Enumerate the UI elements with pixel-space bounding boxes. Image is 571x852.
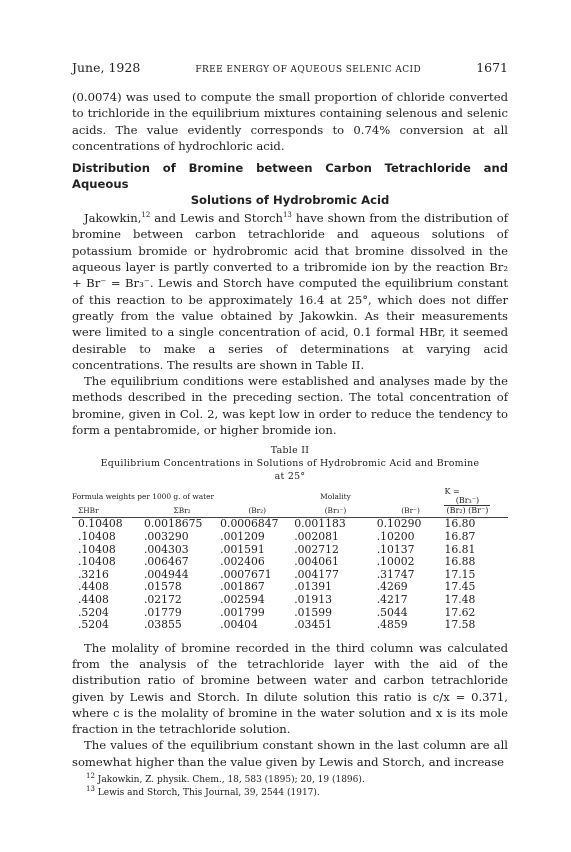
table-cell: .01391 [294, 580, 332, 594]
table-cell: .002406 [220, 555, 265, 569]
table-cell: 17.48 [444, 592, 476, 606]
paragraph-continuation: (0.0074) was used to compute the small proportion of chloride converted to trichloride in the equilibrium mixtures containing selenous and selenic acids. The value evidently corresponds to 0.74% conversion at all concentrations of hydrochloric acid. [72, 90, 508, 153]
table-cell: .004061 [294, 555, 339, 569]
para2-b: and Lewis and Storch [150, 211, 283, 226]
footnote-ref-12: 12 [141, 211, 151, 220]
table-cell: .01779 [143, 605, 182, 619]
table-cell: .004944 [143, 567, 189, 581]
table-cell: .10408 [78, 529, 116, 543]
header-molality: Molality [320, 492, 351, 502]
footnote-ref-13: 13 [282, 211, 292, 220]
footnotes [72, 774, 508, 799]
header-k-fraction [444, 496, 490, 515]
table-cell: 17.15 [444, 567, 476, 581]
footnote-12: $^{12}$ Jakowkin, Z. physik. Chem., 18, 583 (1895); 20, 19 (1896). [86, 772, 365, 786]
table-label: Table II [270, 445, 310, 457]
table-cell: .31747 [376, 567, 415, 581]
table-cell: .03855 [143, 618, 182, 632]
table-cell: 16.80 [444, 517, 476, 531]
table-row [72, 518, 508, 531]
table-cell: 17.62 [444, 605, 476, 619]
table-cell: 0.0018675 [143, 517, 203, 531]
table-cell: .001799 [220, 605, 265, 619]
para2-a: Jakowkin, [84, 211, 142, 226]
page-number: 1671 [476, 60, 508, 75]
table-cell: 17.58 [444, 618, 476, 632]
header-k [444, 487, 508, 515]
header-k-num: (Br₃⁻) [444, 496, 490, 506]
header-col4: (Br₃⁻) [324, 506, 347, 516]
table-cell: .002594 [220, 592, 265, 606]
table-cell: .002081 [294, 529, 339, 543]
header-k-den: (Br₂) (Br⁻) [446, 506, 489, 516]
table-cell: .02172 [143, 592, 182, 606]
table-cell: 0.001183 [294, 517, 346, 531]
table-cell: .4859 [376, 618, 408, 632]
table-row [72, 581, 508, 594]
table-title-line2: at 25° [274, 471, 306, 483]
table-cell: .4217 [376, 592, 408, 606]
table-cell: .10408 [78, 542, 116, 556]
table-cell: 0.0006847 [220, 517, 279, 531]
header-date: June, 1928 [72, 60, 141, 75]
table-cell: .03451 [294, 618, 332, 632]
table-cell: .5204 [78, 618, 109, 632]
table-cell: .001209 [220, 529, 265, 543]
table-cell: .01578 [143, 580, 182, 594]
table-cell: .01599 [294, 605, 332, 619]
footnote-13: $^{13}$ Lewis and Storch, This Journal, 39, 2544 (1917). [86, 784, 320, 798]
table-row [72, 531, 508, 544]
table-cell: .004303 [143, 542, 189, 556]
table-cell: 0.10408 [78, 517, 123, 531]
table-cell: 16.81 [444, 542, 476, 556]
paragraph-constant: The values of the equilibrium constant shown in the last column are all somewhat higher than the value given by Lewis and Storch, and increase [72, 738, 508, 769]
header-k-label: K = [444, 487, 460, 497]
table-cell: .001867 [220, 580, 265, 594]
para2-c: have shown from the distribution of bromine between carbon tetrachloride and aqueous solutions of potassium bromide or hydrobromic acid that bromine dissolved in the aqueous layer is partly converted to a tribromide ion by the reaction Br₂ + Br⁻ = Br₃⁻. Lewis and Storch have computed the equilibrium constant of this reaction to be approximately 16.4 at 25°, which does not differ greatly from the value obtained by Jakowkin. As their measurements were limited to a single concentration of acid, 0.1 formal HBr, it seemed desirable to make a series of determinations at varying acid concentrations. The results are shown in Table II. [72, 211, 508, 372]
table-cell: 16.88 [444, 555, 476, 569]
table-cell: 0.10290 [376, 517, 422, 531]
table-cell: .4408 [78, 580, 109, 594]
table-cell: .10200 [376, 529, 415, 543]
table-row [72, 619, 508, 632]
table-cell: .001591 [220, 542, 265, 556]
table-cell: .10002 [376, 555, 415, 569]
table-cell: .002712 [294, 542, 339, 556]
table-cell: .5204 [78, 605, 109, 619]
table-title-line1: Equilibrium Concentrations in Solutions of Hydrobromic Acid and Bromine [100, 458, 480, 470]
table-row [72, 544, 508, 557]
header-group: Formula weights per 1000 g. of water [72, 492, 214, 502]
header-col1: ΣHBr [78, 506, 99, 516]
table-cell: .01913 [294, 592, 332, 606]
table-cell: .004177 [294, 567, 339, 581]
table-cell: .10408 [78, 555, 116, 569]
journal-page [72, 60, 508, 799]
header-col3: (Br₂) [248, 506, 267, 516]
section-title [72, 160, 508, 208]
table-row [72, 569, 508, 582]
table-cell: 17.45 [444, 580, 476, 594]
header-col2: ΣBr₂ [173, 506, 191, 516]
paragraph-molality: The molality of bromine recorded in the third column was calculated from the analysis of the tetrachloride layer with the aid of the distribution ratio of bromine between water and carbon tetrachloride given by Lewis and Storch. In dilute solution this ratio is c/x = 0.371, where c is the molality of bromine in the water solution and x is its mole fraction in the tetrachloride solution. [72, 640, 508, 737]
table-cell: .4408 [78, 592, 109, 606]
equilibrium-table [72, 487, 508, 631]
table-cell: 16.87 [444, 529, 476, 543]
table-cell: .00404 [220, 618, 258, 632]
table-cell: .4269 [376, 580, 408, 594]
header-col5: (Br⁻) [401, 506, 420, 516]
table-cell: .5044 [376, 605, 408, 619]
table-row [72, 556, 508, 569]
table-cell: .0007671 [220, 567, 272, 581]
paragraph-methods: The equilibrium conditions were established and analyses made by the methods described in the preceding section. The total concentration of bromine, given in Col. 2, was kept low in order to reduce the tendency to form a pentabromide, or higher bromide ion. [72, 374, 508, 438]
table-cell: .3216 [78, 567, 109, 581]
header-title: FREE ENERGY OF AQUEOUS SELENIC ACID [195, 65, 422, 75]
table-body [72, 518, 508, 631]
paragraph-intro [72, 210, 508, 373]
page-header [72, 60, 508, 75]
table-cell: .10137 [376, 542, 415, 556]
section-title-line2: Solutions of Hydrobromic Acid [190, 193, 390, 208]
section-title-line1: Distribution of Bromine between Carbon Tetrachloride and Aqueous [72, 161, 508, 192]
table-row [72, 607, 508, 620]
table-row [72, 594, 508, 607]
table-caption [72, 444, 508, 483]
table-cell: .003290 [143, 529, 189, 543]
table-cell: .006467 [143, 555, 189, 569]
